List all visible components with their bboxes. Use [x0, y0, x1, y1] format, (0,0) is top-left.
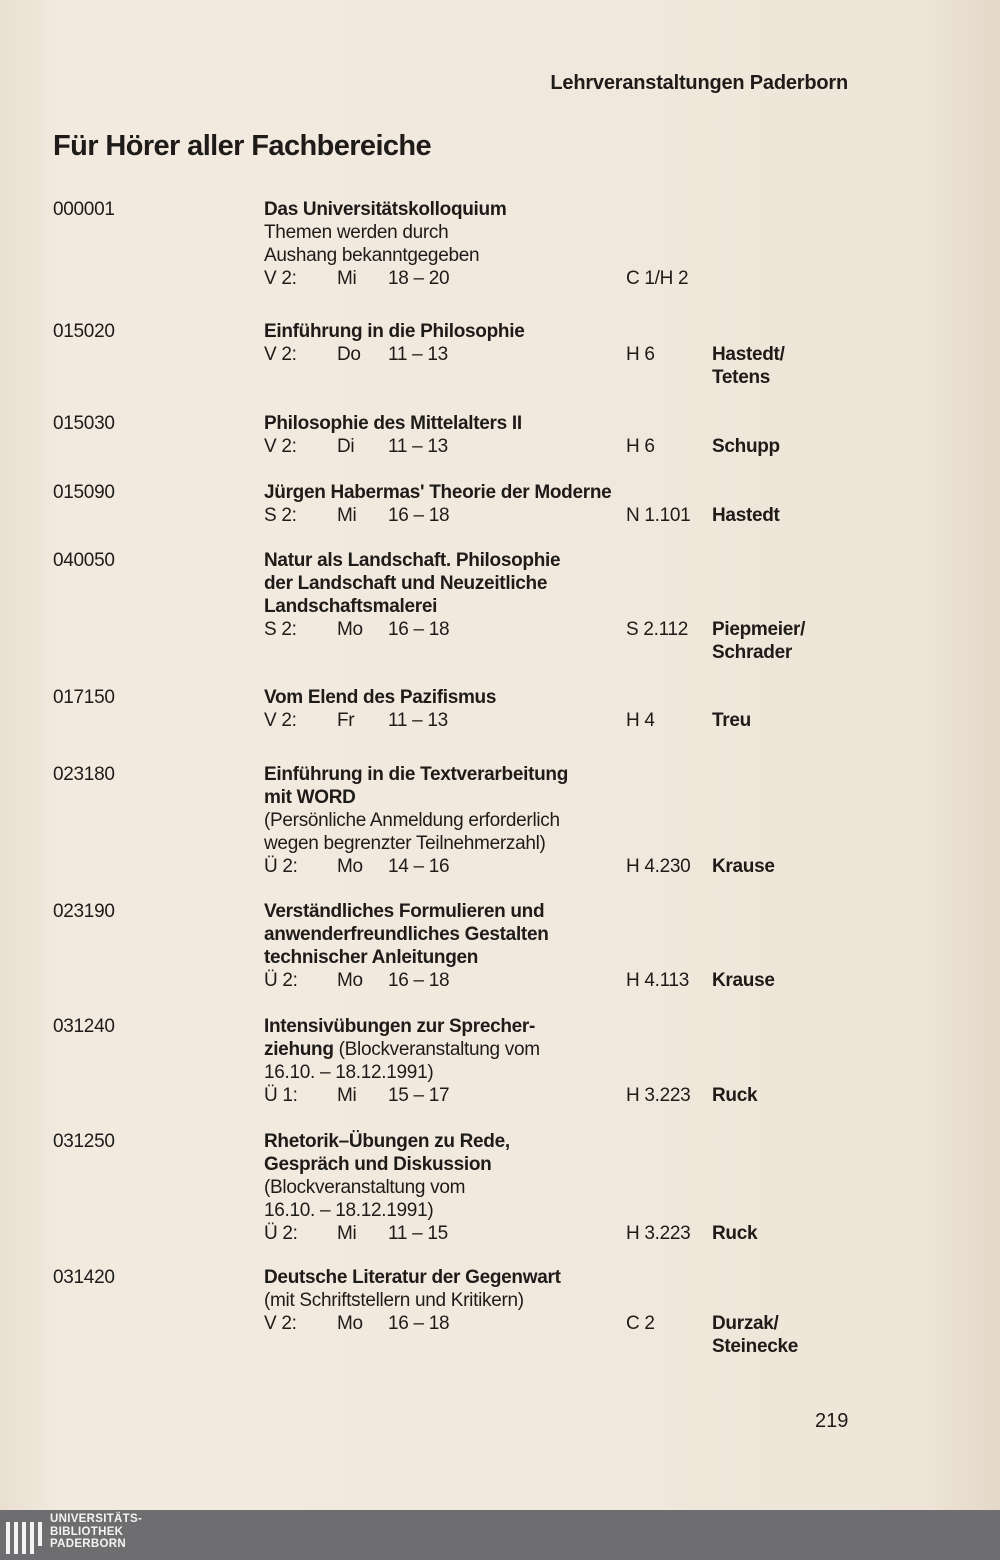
course-room: H 3.223	[626, 1223, 691, 1244]
course-type: Ü 1:	[264, 1085, 298, 1106]
course-number: 023190	[53, 901, 115, 922]
course-title-line: Deutsche Literatur der Gegenwart	[264, 1267, 561, 1288]
course-schedule	[264, 1222, 704, 1245]
course-schedule	[264, 343, 704, 366]
course-day: Di	[337, 436, 355, 457]
course-lecturer: Tetens	[712, 367, 771, 388]
course-time: 16 – 18	[388, 970, 450, 991]
course-time: 11 – 15	[388, 1223, 448, 1244]
course-note-line: (mit Schriftstellern und Kritikern)	[264, 1290, 524, 1311]
course-time: 16 – 18	[388, 505, 450, 526]
course-lecturer: Hastedt/	[712, 344, 785, 365]
course-day: Mo	[337, 970, 363, 991]
course-type: V 2:	[264, 710, 297, 731]
course-type: Ü 2:	[264, 970, 298, 991]
course-number: 031420	[53, 1267, 115, 1288]
course-note-line: wegen begrenzter Teilnehmerzahl)	[264, 833, 546, 854]
course-room: C 2	[626, 1313, 655, 1334]
course-room: S 2.112	[626, 619, 688, 640]
course-room: H 6	[626, 344, 655, 365]
logo-line: BIBLIOTHEK	[50, 1525, 124, 1538]
course-number: 031250	[53, 1131, 115, 1152]
course-time: 16 – 18	[388, 619, 450, 640]
course-title-line: Jürgen Habermas' Theorie der Moderne	[264, 482, 612, 503]
course-room: C 1/H 2	[626, 268, 689, 289]
course-title-line: Gespräch und Diskussion	[264, 1154, 492, 1175]
course-body	[264, 1266, 704, 1335]
course-lecturer: Piepmeier/	[712, 619, 806, 640]
course-schedule	[264, 1312, 704, 1335]
course-schedule	[264, 855, 704, 878]
course-title-line: Rhetorik–Übungen zu Rede,	[264, 1131, 510, 1152]
course-body	[264, 320, 704, 366]
course-title-mixed-line	[264, 1038, 704, 1061]
course-title-line: Natur als Landschaft. Philosophie	[264, 550, 561, 571]
library-footer	[0, 1510, 1000, 1560]
course-day: Mo	[337, 856, 363, 877]
course-title-line: anwenderfreundliches Gestalten	[264, 924, 549, 945]
course-title-line: Vom Elend des Pazifismus	[264, 687, 497, 708]
course-number: 031240	[53, 1016, 115, 1037]
course-lecturer: Ruck	[712, 1223, 758, 1244]
course-body	[264, 412, 704, 458]
course-number: 015030	[53, 413, 115, 434]
course-type: Ü 2:	[264, 1223, 298, 1244]
course-room: H 6	[626, 436, 655, 457]
course-lecturer: Treu	[712, 710, 751, 731]
page-number: 219	[815, 1410, 849, 1432]
course-note-line: Themen werden durch	[264, 222, 449, 243]
logo-line: UNIVERSITÄTS-	[50, 1513, 143, 1525]
course-body	[264, 1015, 704, 1107]
course-title-line: Einführung in die Textverarbeitung	[264, 764, 569, 785]
course-time: 11 – 13	[388, 710, 448, 731]
course-title-line: Philosophie des Mittelalters II	[264, 413, 522, 434]
course-type: V 2:	[264, 344, 297, 365]
course-lecturer: Krause	[712, 970, 775, 991]
course-title-line: mit WORD	[264, 787, 356, 808]
course-schedule	[264, 618, 704, 641]
course-time: 11 – 13	[388, 436, 448, 457]
course-room: N 1.101	[626, 505, 691, 526]
course-type: V 2:	[264, 1313, 297, 1334]
course-number: 017150	[53, 687, 115, 708]
course-lecturer: Durzak/	[712, 1313, 779, 1334]
course-title-line: technischer Anleitungen	[264, 947, 479, 968]
course-time: 11 – 13	[388, 344, 448, 365]
course-body	[264, 1130, 704, 1245]
course-note-line: (Blockveranstaltung vom	[264, 1177, 466, 1198]
course-number: 000001	[53, 199, 115, 220]
course-number: 023180	[53, 764, 115, 785]
course-body	[264, 549, 704, 641]
course-title-line: Einführung in die Philosophie	[264, 321, 525, 342]
course-time: 14 – 16	[388, 856, 450, 877]
course-day: Mi	[337, 505, 357, 526]
course-body	[264, 481, 704, 527]
course-note-line: (Persönliche Anmeldung erforderlich	[264, 810, 560, 831]
course-body	[264, 686, 704, 732]
course-schedule	[264, 267, 704, 290]
course-title-line: Landschaftsmalerei	[264, 596, 438, 617]
course-title-line: Verständliches Formulieren und	[264, 901, 545, 922]
course-body	[264, 900, 704, 992]
course-time: 16 – 18	[388, 1313, 450, 1334]
course-lecturer: Ruck	[712, 1085, 758, 1106]
course-schedule	[264, 435, 704, 458]
course-number: 040050	[53, 550, 115, 571]
course-type: Ü 2:	[264, 856, 298, 877]
course-room: H 4.113	[626, 970, 690, 991]
running-head: Lehrveranstaltungen Paderborn	[550, 72, 848, 94]
course-day: Mo	[337, 1313, 363, 1334]
course-body	[264, 763, 704, 878]
course-note-line: Aushang bekanntgegeben	[264, 245, 480, 266]
course-title-line: Das Universitätskolloquium	[264, 199, 507, 220]
course-lecturer: Schrader	[712, 642, 792, 663]
course-title-line: der Landschaft und Neuzeitliche	[264, 573, 548, 594]
library-logo-text	[50, 1513, 142, 1551]
course-schedule	[264, 969, 704, 992]
logo-line: PADERBORN	[50, 1538, 126, 1550]
course-lecturer: Hastedt	[712, 505, 780, 526]
course-number: 015090	[53, 482, 115, 503]
course-day: Do	[337, 344, 361, 365]
course-day: Mo	[337, 619, 363, 640]
library-logo-icon	[6, 1516, 44, 1554]
course-schedule	[264, 1084, 704, 1107]
course-time: 18 – 20	[388, 268, 450, 289]
course-type: S 2:	[264, 619, 297, 640]
course-body	[264, 198, 704, 290]
course-type: V 2:	[264, 268, 297, 289]
course-day: Mi	[337, 1223, 357, 1244]
course-title-line: Intensivübungen zur Sprecher-	[264, 1016, 536, 1037]
course-room: H 4.230	[626, 856, 691, 877]
course-day: Mi	[337, 1085, 357, 1106]
course-note-line: 16.10. – 18.12.1991)	[264, 1062, 434, 1083]
course-day: Mi	[337, 268, 357, 289]
course-type: S 2:	[264, 505, 297, 526]
course-day: Fr	[337, 710, 355, 731]
course-type: V 2:	[264, 436, 297, 457]
course-lecturer: Schupp	[712, 436, 780, 457]
course-time: 15 – 17	[388, 1085, 450, 1106]
course-note-part: (Blockveranstaltung vom	[333, 1039, 540, 1060]
course-note-line: 16.10. – 18.12.1991)	[264, 1200, 434, 1221]
course-number: 015020	[53, 321, 115, 342]
course-room: H 4	[626, 710, 655, 731]
course-title-part: ziehung	[264, 1039, 334, 1060]
course-room: H 3.223	[626, 1085, 691, 1106]
course-schedule	[264, 504, 704, 527]
course-lecturer: Krause	[712, 856, 775, 877]
course-lecturer: Steinecke	[712, 1336, 799, 1357]
section-title: Für Hörer aller Fachbereiche	[53, 130, 432, 162]
course-schedule	[264, 709, 704, 732]
